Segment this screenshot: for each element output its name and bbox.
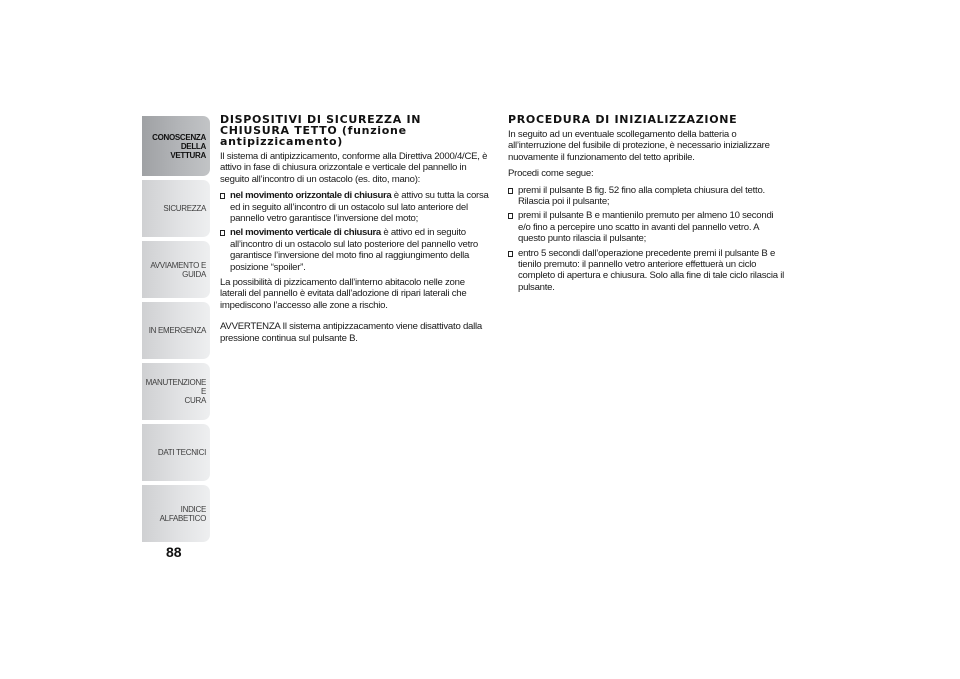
list-item: [508, 210, 786, 244]
bullet-bold-lead: nel movimento orizzontale di chiusura: [230, 190, 392, 202]
step-text: entro 5 secondi dall’operazione precedente premi il pulsante B e tienilo premuto: il pannello vetro anteriore effettuerà un ciclo completo di apertura e chiusura. Solo alla fine di tale ciclo rilascia il pulsante.: [518, 247, 784, 293]
checkbox-bullet-icon: [220, 193, 225, 199]
initialization-section: [508, 114, 786, 297]
tab-dati-tecnici[interactable]: DATI TECNICI: [142, 424, 210, 481]
tab-manutenzione-e-cura[interactable]: MANUTENZIONE E CURA: [142, 363, 210, 420]
tab-sicurezza[interactable]: SICUREZZA: [142, 180, 210, 237]
list-item: [508, 185, 786, 208]
anti-pinch-intro: Il sistema di antipizzicamento, conforme alla Direttiva 2000/4/CE, è attivo in fase di chiusura orizzontale e verticale del pannello in seguito all’incontro di un ostacolo (es. dito, mano):: [220, 151, 488, 185]
checkbox-bullet-icon: [508, 213, 513, 219]
anti-pinch-heading: DISPOSITIVI DI SICUREZZA IN CHIUSURA TETTO (funzione antipizzicamento): [220, 113, 422, 148]
checkbox-bullet-icon: [220, 230, 225, 236]
bullet-text: è attivo ed in seguito all’incontro di un ostacolo sul lato posteriore del pannello vetro garantisce l’inversione del moto fino al raggiungimento della posizione “spoiler”.: [230, 227, 479, 273]
tab-indice-alfabetico[interactable]: INDICE ALFABETICO: [142, 485, 210, 542]
list-item: [508, 248, 786, 294]
step-text: premi il pulsante B fig. 52 fino alla completa chiusura del tetto. Rilascia poi il pulsante;: [518, 184, 765, 208]
step-text: premi il pulsante B e mantienilo premuto per almeno 10 secondi e/o fino a percepire uno scatto in avanti del pannello vetro. A questo punto rilascia il pulsante;: [518, 210, 774, 245]
list-item: [220, 227, 490, 273]
tab-conoscenza-della-vettura[interactable]: CONOSCENZA DELLA VETTURA: [142, 116, 210, 176]
initialization-intro: In seguito ad un eventuale scollegamento della batteria o all’interruzione del fusibile di protezione, è necessario inizializzare nuovamente il funzionamento del tetto apribile.: [508, 129, 770, 163]
bullet-text: è attivo su tutta la corsa ed in seguito all’incontro di un ostacolo sul lato anteriore del pannello vetro garantisce l’inversione del moto;: [230, 190, 489, 225]
initialization-steps: [508, 185, 786, 294]
anti-pinch-paragraph: La possibilità di pizzicamento dall’interno abitacolo nelle zone laterali del pannello è evitata dall’adozione di ripari laterali che impediscono l’accesso alle zone a rischio.: [220, 277, 467, 311]
warning-note: AVVERTENZA Il sistema antipizzacamento viene disattivato dalla pressione continua sul pulsante B.: [220, 321, 482, 344]
section-tabs: [142, 116, 210, 546]
anti-pinch-list: [220, 190, 490, 273]
list-item: [220, 190, 490, 224]
checkbox-bullet-icon: [508, 188, 513, 194]
anti-pinch-section: [220, 114, 490, 349]
tab-in-emergenza[interactable]: IN EMERGENZA: [142, 302, 210, 359]
bullet-bold-lead: nel movimento verticale di chiusura: [230, 227, 381, 239]
initialization-lead: Procedi come segue:: [508, 168, 594, 180]
checkbox-bullet-icon: [508, 251, 513, 257]
initialization-heading: PROCEDURA DI INIZIALIZZAZIONE: [508, 113, 738, 126]
page-number: 88: [166, 544, 182, 560]
tab-avviamento-e-guida[interactable]: AVVIAMENTO E GUIDA: [142, 241, 210, 298]
